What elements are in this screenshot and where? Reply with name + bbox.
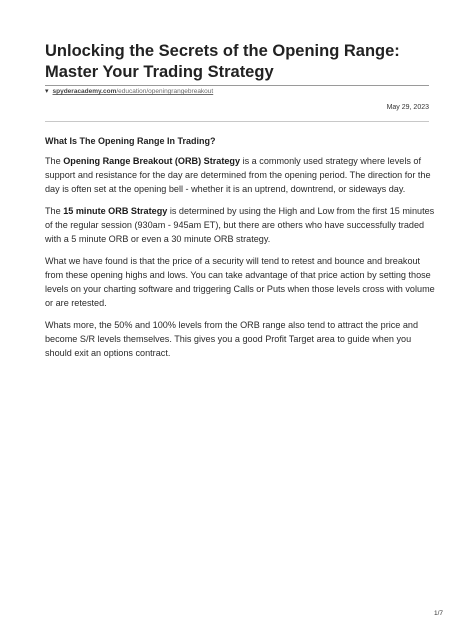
paragraph-text: The xyxy=(45,206,64,217)
paragraph-text: is determined by using the High and Low from the first 15 minutes of the regular session (930am - 945am ET), but there are others who have successfully traded with a 5 minute ORB or even a 30 minute ORB strategy. xyxy=(45,206,435,244)
paragraph-retest: What we have found is that the price of a security will tend to retest and bounce and breakout from these opening highs and lows. You can take advantage of that price action by setting those levels on your charting software and triggering Calls or Puts when those levels cross with volume or are retested. xyxy=(45,256,435,308)
paragraph-text: is a commonly used strategy where levels of support and resistance for the day are determined from the opening period. The direction for the day is often set at the opening bell - whether it is an uptrend, downtrend, or sideways day. xyxy=(45,156,431,194)
section-heading: What Is The Opening Range In Trading? xyxy=(45,136,216,146)
source-path: /education/openingrangebreakout xyxy=(116,88,214,95)
paragraph-orb-definition xyxy=(45,155,435,196)
title-divider xyxy=(45,85,429,86)
page-number: 1/7 xyxy=(433,610,443,617)
page-title: Unlocking the Secrets of the Opening Range: Master Your Trading Strategy xyxy=(45,42,400,81)
header-divider xyxy=(45,121,429,122)
publish-date: May 29, 2023 xyxy=(386,104,429,111)
paragraph-15min-orb xyxy=(45,205,435,246)
bullet-icon: ▾ xyxy=(45,88,49,95)
article-body xyxy=(45,155,435,370)
source-domain: spyderacademy.com xyxy=(52,88,117,95)
paragraph-levels: Whats more, the 50% and 100% levels from the ORB range also tend to attract the price and become S/R levels themselves. This gives you a good Profit Target area to guide when you should exit an options contract. xyxy=(45,320,419,358)
paragraph-text: The xyxy=(45,156,64,166)
source-link[interactable] xyxy=(53,88,214,96)
bold-term: Opening Range Breakout (ORB) Strategy xyxy=(63,156,241,166)
source-line xyxy=(45,88,213,96)
bold-term: 15 minute ORB Strategy xyxy=(63,206,168,217)
